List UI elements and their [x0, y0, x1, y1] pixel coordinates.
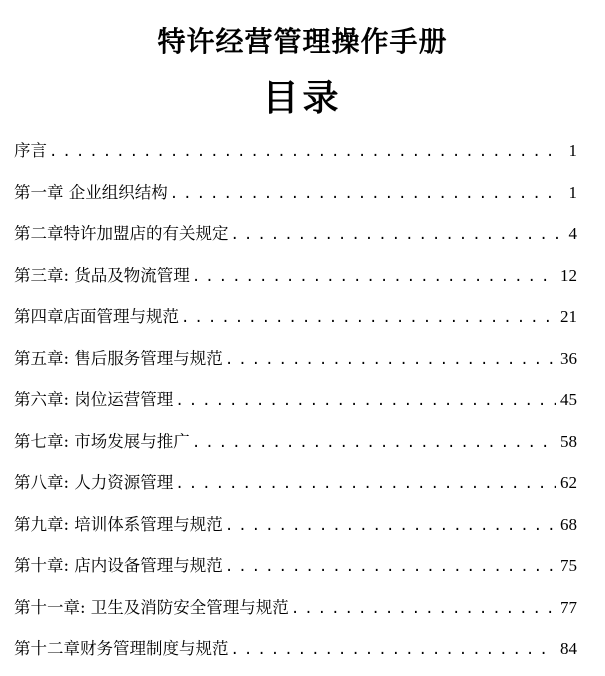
dot-leader	[175, 381, 556, 423]
dot-leader	[231, 630, 557, 672]
document-title: 特许经营管理操作手册	[157, 25, 448, 58]
toc-entry-page: 84	[560, 639, 577, 658]
dot-leader	[231, 215, 560, 257]
toc-entry-chapter-11[interactable]	[14, 587, 577, 629]
toc-entry-chapter-3[interactable]	[14, 255, 577, 297]
toc-entry-label: 第十一章: 卫生及消防安全管理与规范	[14, 597, 289, 617]
toc-entry-label: 序言	[14, 141, 47, 160]
toc-entry-chapter-4[interactable]	[14, 296, 577, 338]
dot-leader	[291, 589, 556, 631]
toc-entry-label: 第九章: 培训体系管理与规范	[14, 514, 223, 534]
toc-entry-label: 第五章: 售后服务管理与规范	[14, 348, 223, 368]
table-of-contents	[14, 130, 577, 670]
toc-entry-label: 第三章: 货品及物流管理	[14, 265, 190, 285]
toc-entry-page: 36	[560, 348, 577, 368]
dot-leader	[225, 340, 556, 382]
toc-entry-preface[interactable]	[14, 130, 577, 172]
dot-leader	[192, 423, 556, 465]
toc-entry-page: 21	[560, 307, 577, 326]
toc-entry-chapter-1[interactable]	[14, 172, 577, 214]
toc-entry-label: 第六章: 岗位运营管理	[14, 390, 174, 409]
dot-leader	[175, 464, 556, 506]
toc-entry-chapter-10[interactable]	[14, 545, 577, 587]
toc-entry-page: 77	[560, 597, 577, 617]
toc-entry-chapter-9[interactable]	[14, 504, 577, 546]
dot-leader	[225, 506, 556, 548]
toc-entry-page: 1	[568, 141, 577, 160]
toc-entry-chapter-5[interactable]	[14, 338, 577, 380]
toc-entry-chapter-12[interactable]	[14, 628, 577, 670]
toc-entry-label: 第一章 企业组织结构	[14, 182, 168, 202]
toc-entry-page: 1	[568, 182, 577, 202]
toc-entry-page: 4	[568, 224, 577, 243]
toc-entry-label: 第二章特许加盟店的有关规定	[14, 224, 229, 243]
toc-entry-chapter-2[interactable]	[14, 213, 577, 255]
dot-leader	[225, 547, 556, 589]
toc-entry-chapter-6[interactable]	[14, 379, 577, 421]
toc-entry-label: 第八章: 人力资源管理	[14, 473, 174, 492]
toc-entry-chapter-8[interactable]	[14, 462, 577, 504]
toc-entry-page: 68	[560, 514, 577, 534]
toc-entry-page: 12	[560, 265, 577, 285]
toc-entry-chapter-7[interactable]	[14, 421, 577, 463]
dot-leader	[181, 298, 556, 340]
toc-entry-page: 58	[560, 431, 577, 451]
toc-entry-page: 75	[560, 556, 577, 575]
toc-entry-page: 62	[560, 473, 577, 492]
toc-entry-label: 第十二章财务管理制度与规范	[14, 639, 229, 658]
dot-leader	[192, 257, 556, 299]
toc-entry-page: 45	[560, 390, 577, 409]
toc-entry-label: 第七章: 市场发展与推广	[14, 431, 190, 451]
dot-leader	[170, 174, 559, 216]
dot-leader	[49, 132, 559, 174]
toc-heading: 目录	[262, 77, 343, 119]
toc-entry-label: 第四章店面管理与规范	[14, 307, 179, 326]
toc-entry-label: 第十章: 店内设备管理与规范	[14, 556, 223, 575]
